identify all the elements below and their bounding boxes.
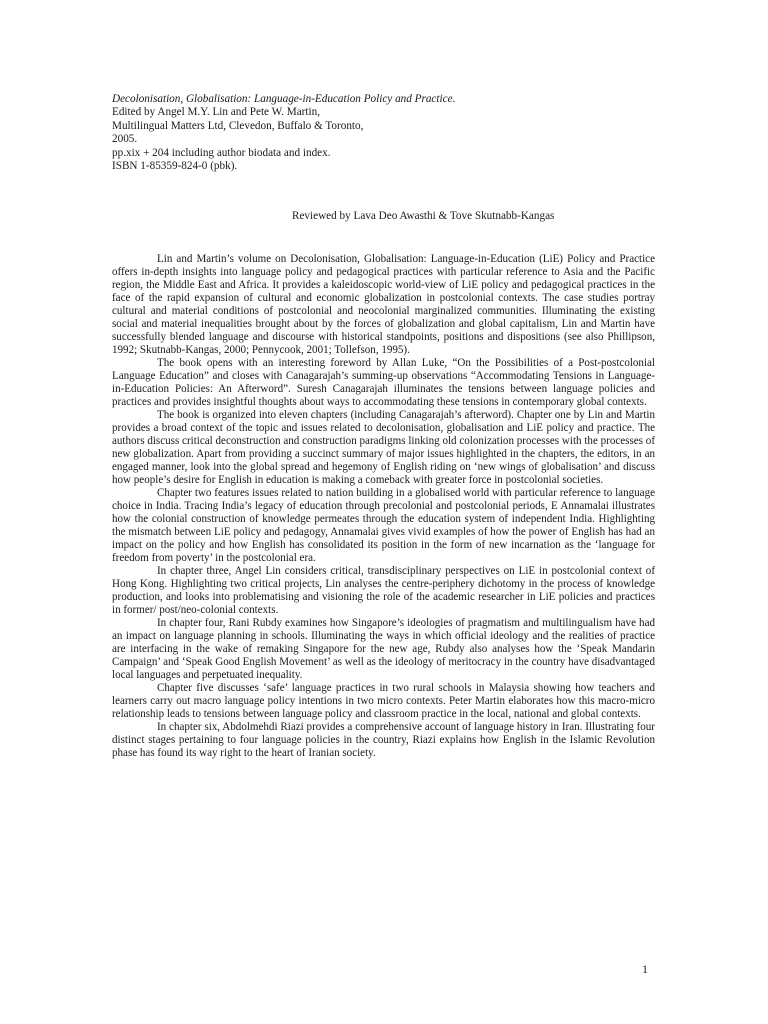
paragraph-6: In chapter four, Rani Rubdy examines how Singapore’s ideologies of pragmatism and multilingualism have had an impact on language planning in schools. Illuminating the ways in which official ideology and the realities of practice are interfacing in the wake of remaking Singapore for the new age, Rubdy also analyses how the ‘Speak Mandarin Campaign’ and ‘Speak Good English Movement’ as well as the ideology of meritocracy in the country have disadvantaged local languages and perpetuated inequality. <box>112 617 655 681</box>
page-number: 1 <box>642 962 648 976</box>
paragraph-3: The book is organized into eleven chapters (including Canagarajah’s afterword). Chapter one by Lin and Martin provides a broad context of the topic and issues related to decolonisation, globalisation and LiE policy and practice. The authors discuss critical deconstruction and construction paradigms linking old colonization processes with the processes of new globalization. Apart from providing a succinct summary of major issues highlighted in the chapters, the editors, in an engaged manner, look into the global spread and hegemony of English riding on ‘new wings of globalisation’ and discuss how people’s desire for English in education is making a comeback with greater force in postcolonial societies. <box>112 409 655 486</box>
reviewers-line: Reviewed by Lava Deo Awasthi & Tove Skutnabb-Kangas <box>292 210 555 222</box>
book-editors: Edited by Angel M.Y. Lin and Pete W. Martin, <box>112 106 320 119</box>
book-pages: pp.xix + 204 including author biodata and index. <box>112 146 331 159</box>
paragraph-1: Lin and Martin’s volume on Decolonisation, Globalisation: Language-in-Education (LiE) Policy and Practice offers in-depth insights into language policy and pedagogical practices with particular reference to Asia and the Pacific region, the Middle East and Africa. It provides a kaleidoscopic world-view of LiE policy and pedagogical practices in the face of the rapid expansion of cultural and economic globalization in postcolonial contexts. The case studies portray cultural and material conditions of postcolonial and neocolonial marginalized communities. Illuminating the existing social and material inequalities brought about by the forces of globalization and global capitalism, Lin and Martin have successfully blended language and discourse with historical standpoints, positions and dispositions (see also Phillipson, 1992; Skutnabb-Kangas, 2000; Pennycook, 2001; Tollefson, 1995). <box>112 253 655 356</box>
paragraph-7: Chapter five discusses ‘safe’ language practices in two rural schools in Malaysia showing how teachers and learners carry out macro language policy intentions in two micro contexts. Peter Martin elaborates how this macro-micro relationship leads to tensions between language policy and classroom practice in the local, national and global contexts. <box>112 682 655 720</box>
book-year: 2005. <box>112 133 138 146</box>
book-title-line <box>112 93 652 106</box>
book-title: Decolonisation, Globalisation: Language-in-Education Policy and Practice <box>112 93 453 105</box>
book-title-period: . <box>452 93 456 105</box>
book-isbn: ISBN 1-85359-824-0 (pbk). <box>112 160 238 173</box>
paragraph-4: Chapter two features issues related to nation building in a globalised world with particular reference to language choice in India. Tracing India’s legacy of education through precolonial and postcolonial periods, E Annamalai illustrates how the colonial construction of knowledge permeates through the education system of independent India. Highlighting the mismatch between LiE policy and pedagogy, Annamalai gives vivid examples of how the power of English has had an impact on the policy and how English has consolidated its position in the form of new incarnation as the ‘language for freedom from poverty’ in the postcolonial era. <box>112 487 655 564</box>
bibliographic-block <box>112 93 652 173</box>
paragraph-2: The book opens with an interesting foreword by Allan Luke, “On the Possibilities of a Post-postcolonial Language Education” and closes with Canagarajah’s summing-up observations “Accommodating Tensions in Language-in-Education Policies: An Afterword”. Suresh Canagarajah illuminates the tensions between language policies and practices and provides insightful thoughts about ways to accommodating these tensions in contemporary global contexts. <box>112 357 655 408</box>
paragraph-8: In chapter six, Abdolmehdi Riazi provides a comprehensive account of language history in Iran. Illustrating four distinct stages pertaining to four language policies in the country, Riazi explains how English in the Islamic Revolution phase has found its way right to the heart of Iranian society. <box>112 721 655 759</box>
paragraph-5: In chapter three, Angel Lin considers critical, transdisciplinary perspectives on LiE in postcolonial context of Hong Kong. Highlighting two critical projects, Lin analyses the centre-periphery dichotomy in the process of knowledge production, and looks into problematising and visioning the role of the academic researcher in LiE policies and practices in former/ post/neo-colonial contexts. <box>112 565 655 616</box>
book-publisher: Multilingual Matters Ltd, Clevedon, Buffalo & Toronto, <box>112 119 364 132</box>
review-body <box>112 253 655 760</box>
